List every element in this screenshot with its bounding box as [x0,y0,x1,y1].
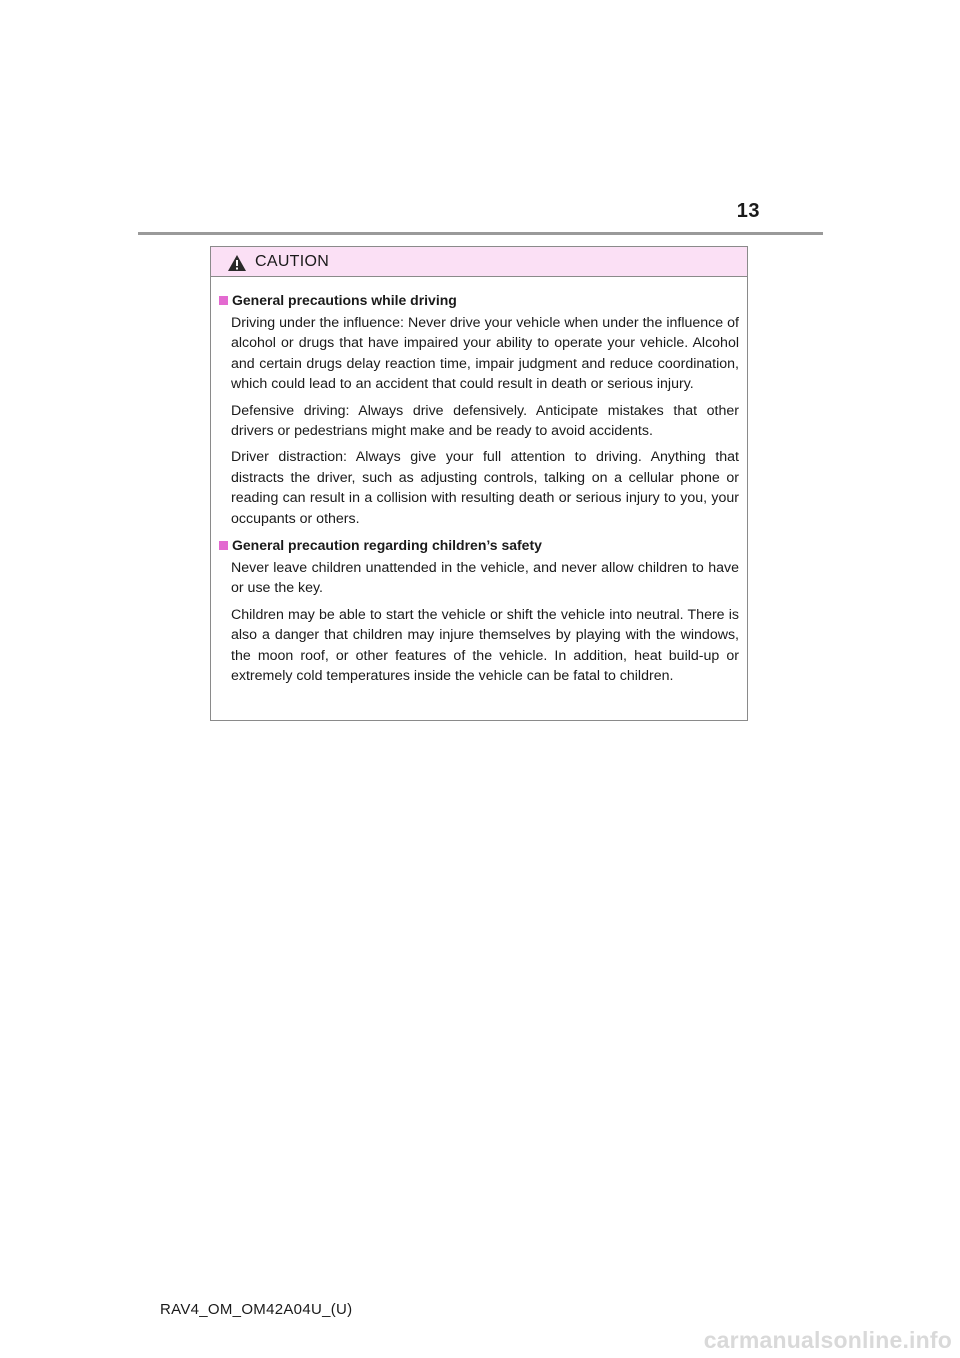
header-rule [138,232,823,235]
page-number: 13 [736,200,760,222]
footer-document-code: RAV4_OM_OM42A04U_(U) [160,1301,353,1318]
caution-box [210,246,748,721]
paragraph-children-unattended: Never leave children unattended in the vehicle, and never allow children to have or use the key. [231,560,739,597]
paragraph-driving-influence: Driving under the influence: Never drive your vehicle when under the influence of alcohol or drugs that have impaired your ability to operate your vehicle. Alcohol and certain drugs delay reaction time, impair judgment and reduce coordination, which could lead to an accident that could result in death or serious injury. [231,315,739,393]
warning-triangle-icon [227,254,247,272]
section-heading-children [219,535,739,555]
section-heading-driving [219,290,739,310]
caution-body [211,277,747,687]
square-bullet-icon [219,296,228,305]
caution-title: CAUTION [255,252,330,270]
paragraph-driver-distraction: Driver distraction: Always give your full attention to driving. Anything that distracts the driver, such as adjusting controls, talking on a cellular phone or reading can result in a collision with resulting death or serious injury to you, your occupants or others. [231,449,739,527]
paragraph-defensive-driving: Defensive driving: Always drive defensively. Anticipate mistakes that other drivers or pedestrians might make and be ready to avoid accidents. [231,402,739,440]
paragraph-children-dangers: Children may be able to start the vehicle or shift the vehicle into neutral. There is also a danger that children may injure themselves by playing with the windows, the moon roof, or other features of the vehicle. In addition, heat build-up or extremely cold temperatures inside the vehicle can be fatal to children. [231,606,739,685]
watermark: carmanualsonline.info [703,1327,952,1353]
caution-header [211,247,747,277]
section-heading-text: General precautions while driving [232,292,457,308]
square-bullet-icon [219,541,228,550]
section-heading-text: General precaution regarding children’s safety [232,537,542,554]
